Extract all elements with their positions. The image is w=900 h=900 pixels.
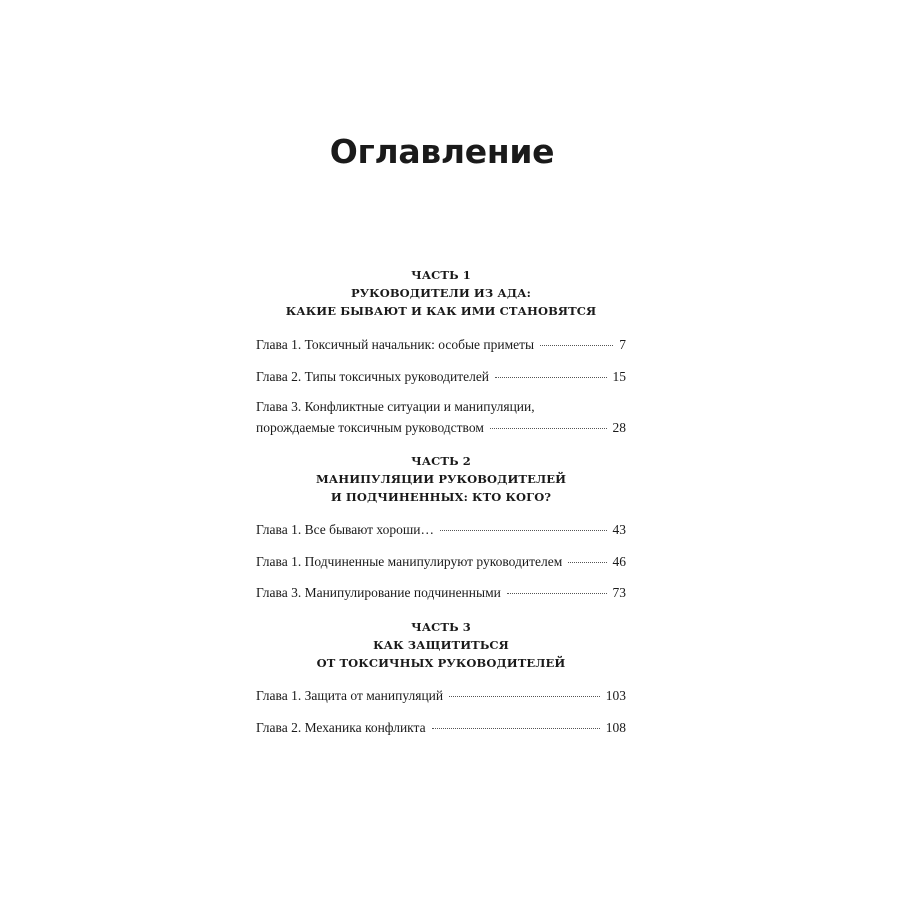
dot-leader [449,696,600,697]
part-label: ЧАСТЬ 1 [411,268,471,282]
part-heading [250,452,632,506]
dot-leader [568,562,606,563]
part-heading [250,266,632,320]
chapter-title: Глава 3. Конфликтные ситуации и манипуляции, [256,399,535,414]
toc-entry[interactable] [256,366,626,387]
chapter-title: Глава 1. Все бывают хороши… [256,522,435,537]
toc-entry[interactable] [256,717,626,738]
part-title-line: И ПОДЧИНЕННЫХ: КТО КОГО? [330,490,552,504]
chapter-title: Глава 1. Защита от манипуляций [256,688,444,703]
dot-leader [507,593,607,594]
part-heading [250,618,632,672]
part-title-line: ОТ ТОКСИЧНЫХ РУКОВОДИТЕЛЕЙ [316,656,566,670]
toc-entry[interactable] [256,582,626,603]
chapter-title: Глава 1. Токсичный начальник: особые приметы [256,337,535,352]
chapter-title: Глава 3. Манипулирование подчиненными [256,585,501,600]
chapter-title: Глава 2. Механика конфликта [256,720,426,735]
part-label: ЧАСТЬ 3 [411,620,471,634]
page-number: 28 [612,420,626,435]
page-number: 108 [605,720,626,735]
toc-entry[interactable] [256,396,626,438]
page-number: 73 [612,585,626,600]
page-number: 43 [612,522,626,537]
toc-entry[interactable] [256,685,626,706]
page-number: 7 [619,337,626,352]
toc-entry[interactable] [256,334,626,355]
part-label: ЧАСТЬ 2 [411,454,471,468]
part-title-line: МАНИПУЛЯЦИИ РУКОВОДИТЕЛЕЙ [315,472,567,486]
dot-leader [440,530,606,531]
toc-entry[interactable] [256,551,626,572]
part-title-line: КАКИЕ БЫВАЮТ И КАК ИМИ СТАНОВЯТСЯ [285,304,597,318]
dot-leader [490,428,607,429]
dot-leader [495,377,606,378]
page-number: 15 [612,369,626,384]
page-number: 103 [605,688,626,703]
dot-leader [540,345,613,346]
dot-leader [432,728,600,729]
part-title-line: РУКОВОДИТЕЛИ ИЗ АДА: [350,286,531,300]
toc-entry[interactable] [256,519,626,540]
page-title: Оглавление [329,132,555,171]
page-number: 46 [612,554,626,569]
chapter-title-continued: порождаемые токсичным руководством [256,420,484,435]
chapter-title: Глава 1. Подчиненные манипулируют руководителем [256,554,563,569]
chapter-title: Глава 2. Типы токсичных руководителей [256,369,490,384]
part-title-line: КАК ЗАЩИТИТЬСЯ [373,638,509,652]
